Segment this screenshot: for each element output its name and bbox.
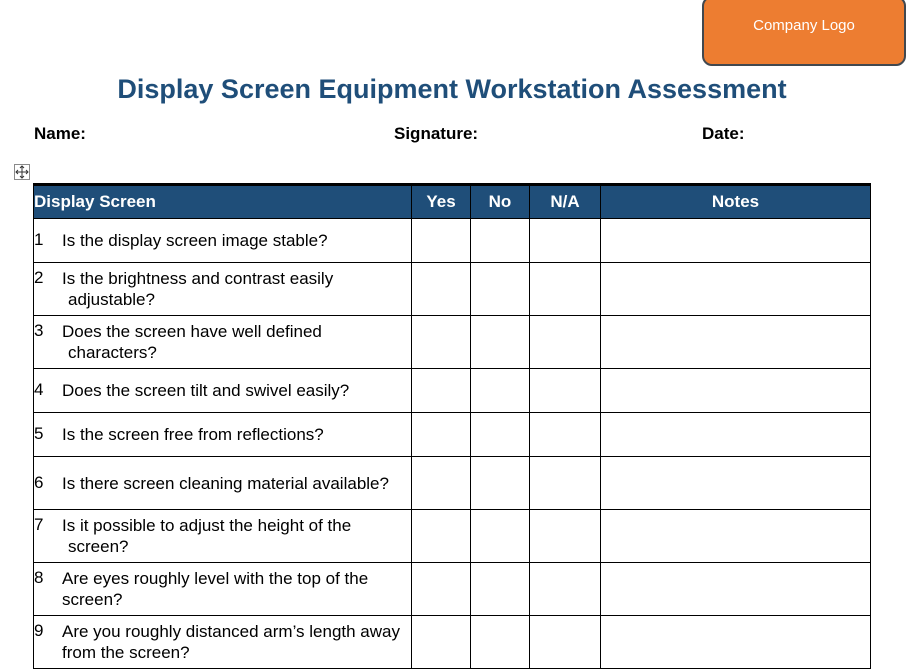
na-cell[interactable] [530,316,601,369]
na-cell[interactable] [530,457,601,510]
question-number: 2 [34,268,44,287]
notes-cell[interactable] [601,457,871,510]
question-text: Does the screen tilt and swivel easily? [62,381,350,400]
table-row [34,263,871,316]
question-number: 4 [34,380,44,399]
notes-cell[interactable] [601,563,871,616]
question-number: 9 [34,621,44,640]
question-number: 5 [34,424,44,443]
no-cell[interactable] [471,219,530,263]
yes-cell[interactable] [412,457,471,510]
table-row [34,369,871,413]
na-cell[interactable] [530,563,601,616]
question-cell [34,369,412,413]
header-no: No [471,185,530,219]
header-yes: Yes [412,185,471,219]
notes-cell[interactable] [601,510,871,563]
no-cell[interactable] [471,316,530,369]
notes-cell[interactable] [601,219,871,263]
table-row [34,563,871,616]
no-cell[interactable] [471,457,530,510]
no-cell[interactable] [471,616,530,669]
question-text: Is it possible to adjust the height of the screen? [62,516,352,556]
yes-cell[interactable] [412,563,471,616]
na-cell[interactable] [530,369,601,413]
table-header-row [34,185,871,219]
yes-cell[interactable] [412,413,471,457]
question-number: 6 [34,472,44,492]
header-display-screen: Display Screen [34,185,412,219]
question-text: Does the screen have well defined characters? [62,322,322,362]
question-text: Are eyes roughly level with the top of the screen? [62,569,369,609]
question-number: 8 [34,568,44,587]
question-text: Is the screen free from reflections? [62,425,324,444]
na-cell[interactable] [530,510,601,563]
no-cell[interactable] [471,413,530,457]
table-row [34,316,871,369]
question-text: Are you roughly distanced arm’s length away from the screen? [62,622,400,662]
question-cell [34,316,412,369]
notes-cell[interactable] [601,316,871,369]
question-cell [34,510,412,563]
no-cell[interactable] [471,369,530,413]
table-row [34,616,871,669]
question-number: 7 [34,515,44,534]
page-title: Display Screen Equipment Workstation Assessment [117,74,787,104]
table-row [34,413,871,457]
yes-cell[interactable] [412,219,471,263]
notes-cell[interactable] [601,413,871,457]
notes-cell[interactable] [601,263,871,316]
question-number: 1 [34,230,44,249]
question-text: Is the display screen image stable? [62,231,328,250]
na-cell[interactable] [530,219,601,263]
company-logo-label: Company Logo [753,17,855,34]
question-cell [34,563,412,616]
question-number: 3 [34,321,44,340]
assessment-table [33,183,871,669]
question-cell [34,219,412,263]
header-na: N/A [530,185,601,219]
notes-cell[interactable] [601,616,871,669]
yes-cell[interactable] [412,263,471,316]
date-label: Date: [702,124,745,143]
signature-label: Signature: [394,124,479,143]
name-label: Name: [34,124,86,143]
na-cell[interactable] [530,263,601,316]
table-move-handle-icon[interactable] [14,164,30,180]
na-cell[interactable] [530,413,601,457]
header-notes: Notes [601,185,871,219]
notes-cell[interactable] [601,369,871,413]
no-cell[interactable] [471,510,530,563]
yes-cell[interactable] [412,510,471,563]
no-cell[interactable] [471,563,530,616]
table-row [34,219,871,263]
yes-cell[interactable] [412,316,471,369]
question-cell [34,457,412,510]
na-cell[interactable] [530,616,601,669]
no-cell[interactable] [471,263,530,316]
question-cell [34,413,412,457]
question-cell [34,263,412,316]
yes-cell[interactable] [412,369,471,413]
table-row [34,457,871,510]
table-row [34,510,871,563]
question-text: Is there screen cleaning material available? [62,473,389,493]
question-text: Is the brightness and contrast easily adjustable? [62,269,334,309]
question-cell [34,616,412,669]
company-logo [702,0,906,66]
yes-cell[interactable] [412,616,471,669]
